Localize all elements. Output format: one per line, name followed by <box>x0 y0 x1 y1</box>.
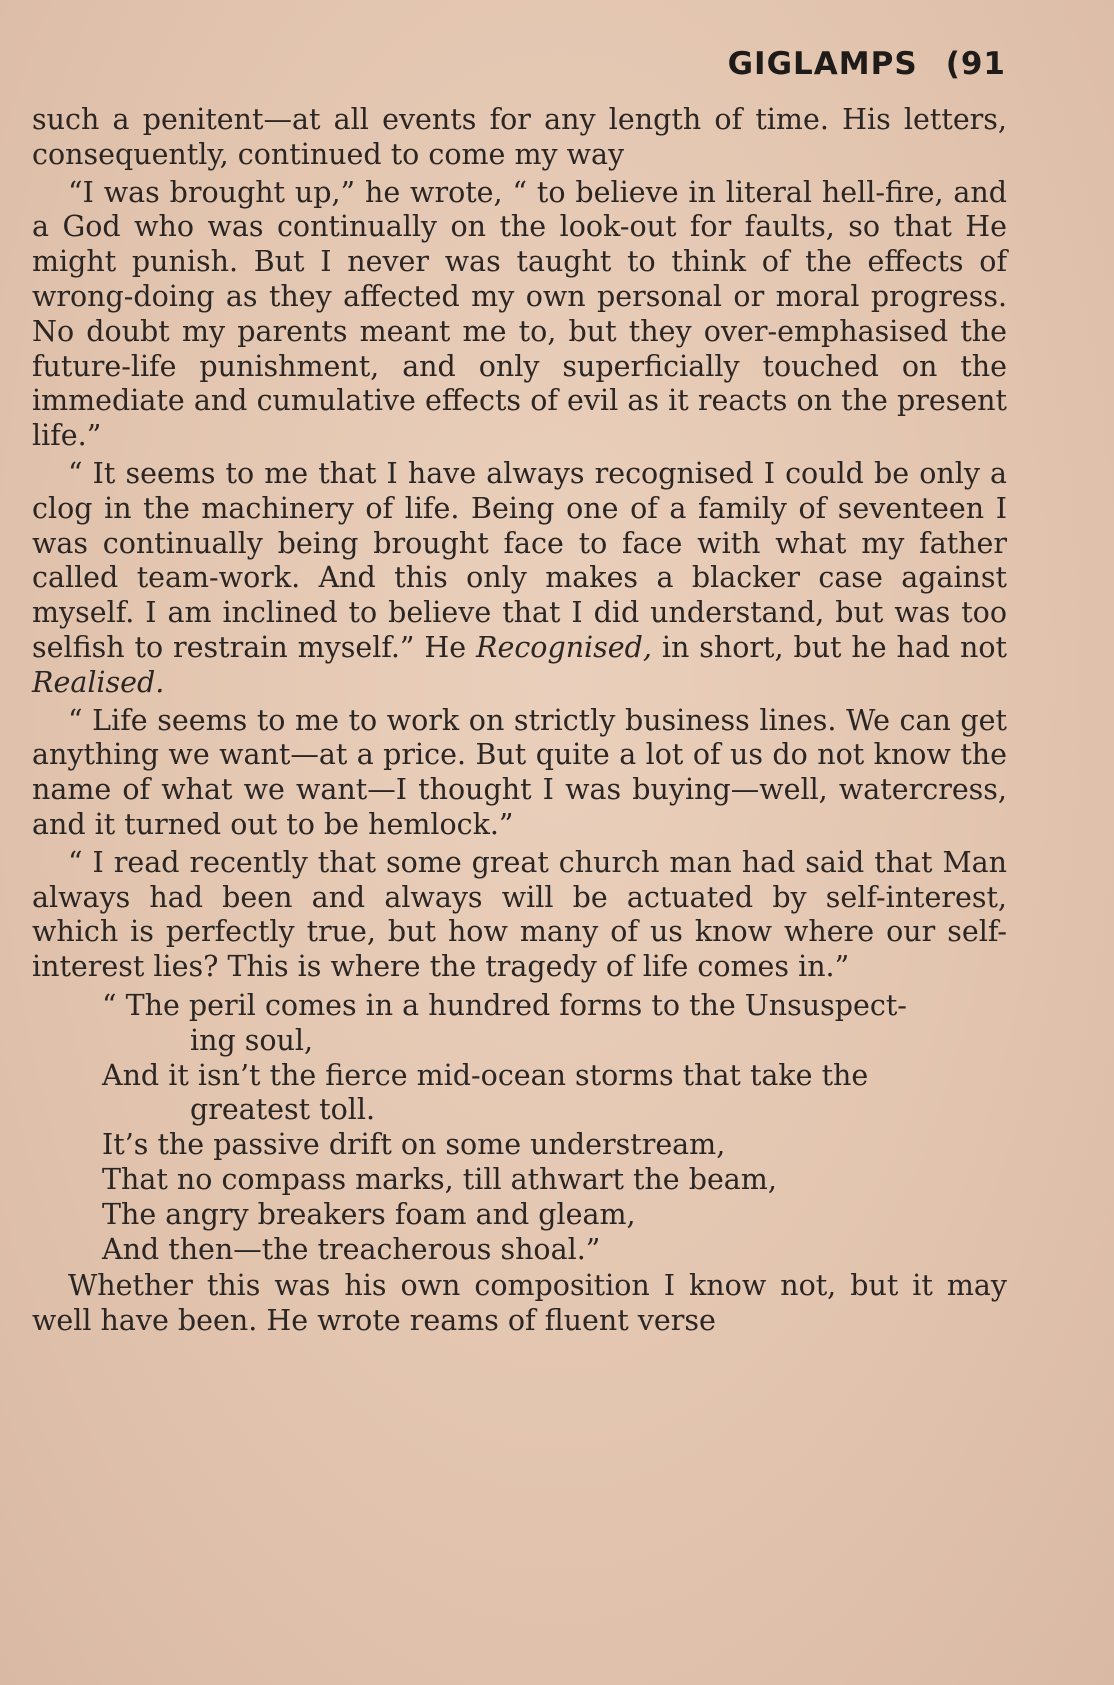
poem-line-2: And it isn’t the fierce mid-ocean storms that take the <box>102 1058 869 1092</box>
paragraph-3-text: “ It seems to me that I have always recognised I could be only a clog in the machinery of life. Being one of a family of seventeen I was continually being brought face to face with what my father called team-work. And this only makes a blacker case against myself. I am inclined to believe that I did understand, but was too selfish to restrain myself.” He <box>32 456 1007 664</box>
paragraph-4: “ Life seems to me to work on strictly business lines. We can get anything we want—at a price. But quite a lot of us do not know the name of what we want—I thought I was buying—well, watercress, and it turned out to be hemlock.” <box>32 703 1007 841</box>
italic-recognised: Recognised, <box>476 630 652 664</box>
poem-line-1-cont: ing soul, <box>190 1023 314 1057</box>
poem-line-2-cont: greatest toll. <box>190 1093 376 1127</box>
running-title: GIGLAMPS <box>727 46 918 82</box>
poem-line-6: And then—the treacherous shoal.” <box>102 1232 601 1266</box>
paragraph-2: “I was brought up,” he wrote, “ to believe in literal hell-fire, and a God who was continually on the look-out for faults, so that He might punish. But I never was taught to think of the effects of wrong-doing as they affected my own personal or moral progress. No doubt my parents meant me to, but they over-emphasised the future-life punishment, and only superficially touched on the immediate and cumulative effects of evil as it reacts on the present life.” <box>32 175 1007 453</box>
paragraph-6: Whether this was his own composition I know not, but it may well have been. He wrote reams of fluent verse <box>32 1269 1007 1338</box>
paragraph-5: “ I read recently that some great church man had said that Man always had been and always will be actuated by self-interest, which is perfectly true, but how many of us know where our self-interest lies? This is where the tragedy of life comes in.” <box>32 845 1007 984</box>
poem-line-4: That no compass marks, till athwart the beam, <box>102 1162 777 1196</box>
paragraph-3 <box>32 457 1007 701</box>
running-head <box>728 46 1006 82</box>
poem-line-1: “ The peril comes in a hundred forms to the Unsuspect- <box>102 988 907 1022</box>
body-text <box>32 103 1007 1339</box>
poem-line-3: It’s the passive drift on some understream, <box>102 1128 726 1162</box>
italic-realised: Realised. <box>32 665 165 699</box>
paragraph-1: such a penitent—at all events for any length of time. His letters, consequently, continued to come my way <box>32 103 1007 171</box>
paragraph-3-mid: in short, but he had not <box>661 630 1007 664</box>
poem <box>102 989 1007 1267</box>
page-number: (91 <box>945 46 1006 82</box>
poem-line-5: The angry breakers foam and gleam, <box>102 1197 636 1231</box>
